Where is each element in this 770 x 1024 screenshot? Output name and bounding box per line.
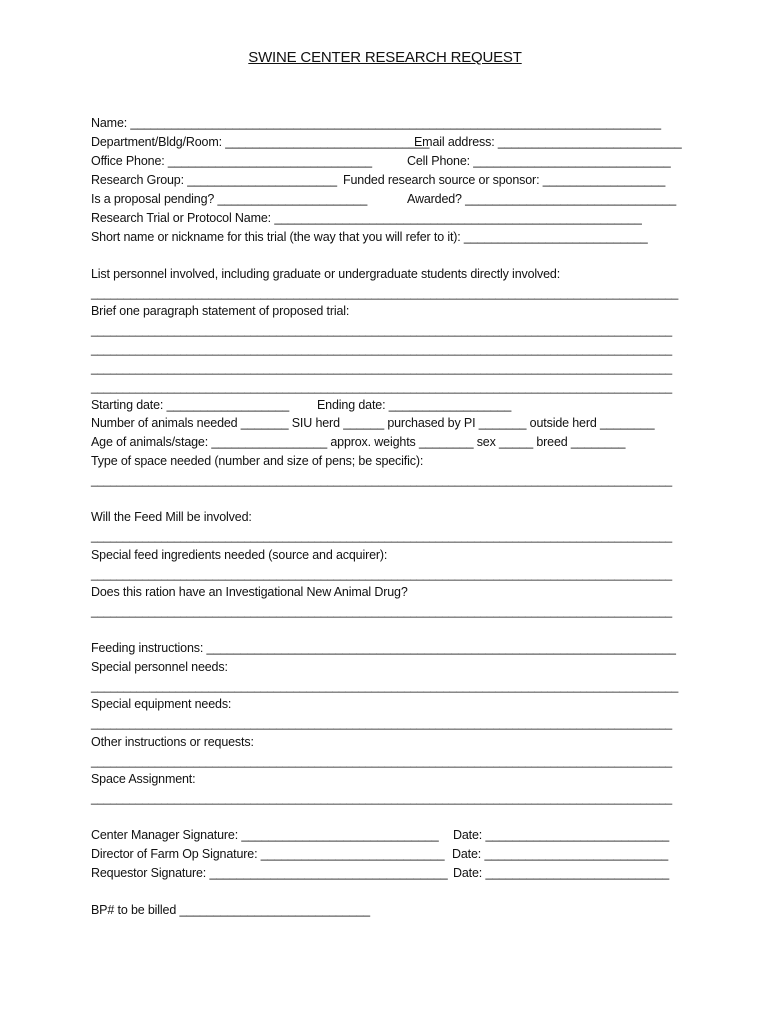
personnel-label: List personnel involved, including graduate or undergraduate students directly involved: [91, 267, 561, 281]
bp-billed-field[interactable]: BP# to be billed ____________________________ [91, 903, 370, 917]
group-row [91, 171, 691, 190]
feed-ingredients-label: Special feed ingredients needed (source and acquirer): [91, 548, 388, 562]
proposal-row [91, 190, 691, 209]
funded-source-field[interactable]: Funded research source or sponsor: __________________ [343, 173, 666, 187]
other-label: Other instructions or requests: [91, 735, 254, 749]
protocol-name-field[interactable]: Research Trial or Protocol Name: ______________________________________________________ [91, 211, 642, 225]
requestor-date-field[interactable]: Date: ___________________________ [453, 866, 670, 880]
dates-row [91, 396, 691, 415]
feed-mill-label: Will the Feed Mill be involved: [91, 510, 252, 524]
name-field[interactable]: Name: ______________________________________________________________________________ [91, 116, 661, 130]
statement-line[interactable]: ___________________________________________________________________________________________ [91, 343, 673, 356]
other-line[interactable]: ___________________________________________________________________________________________ [91, 755, 673, 768]
drug-label: Does this ration have an Investigational New Animal Drug? [91, 585, 408, 599]
statement-line[interactable]: ___________________________________________________________________________________________ [91, 381, 673, 394]
feed-ingredients-line[interactable]: ___________________________________________________________________________________________ [91, 568, 673, 581]
space-line[interactable]: ___________________________________________________________________________________________ [91, 474, 673, 487]
requestor-row [91, 864, 691, 883]
feed-mill-line[interactable]: ___________________________________________________________________________________________ [91, 530, 673, 543]
personnel-line[interactable]: __________________________________________________________________________________________ [91, 286, 679, 300]
email-field[interactable]: Email address: ___________________________ [414, 135, 682, 149]
research-group-field[interactable]: Research Group: ______________________ [91, 173, 337, 187]
office-phone-field[interactable]: Office Phone: ______________________________ [91, 154, 372, 168]
ending-date-field[interactable]: Ending date: __________________ [317, 398, 512, 412]
space-assignment-line[interactable]: ___________________________________________________________________________________________ [91, 792, 673, 805]
equipment-label: Special equipment needs: [91, 697, 232, 711]
manager-row [91, 826, 691, 845]
statement-line[interactable]: ___________________________________________________________________________________________ [91, 362, 673, 375]
personnel-needs-label: Special personnel needs: [91, 660, 228, 674]
equipment-line[interactable]: ___________________________________________________________________________________________ [91, 717, 673, 730]
proposal-pending-field[interactable]: Is a proposal pending? ______________________ [91, 192, 368, 206]
requestor-signature-field[interactable]: Requestor Signature: ___________________________________ [91, 866, 448, 880]
statement-line[interactable]: ___________________________________________________________________________________________ [91, 324, 673, 337]
page-title: SWINE CENTER RESEARCH REQUEST [248, 49, 522, 66]
dept-field[interactable]: Department/Bldg/Room: ______________________________ [91, 135, 430, 149]
age-animals-field[interactable]: Age of animals/stage: _________________ approx. weights ________ sex _____ breed ________ [91, 435, 626, 449]
drug-line[interactable]: ___________________________________________________________________________________________ [91, 605, 673, 618]
awarded-field[interactable]: Awarded? _______________________________ [407, 192, 677, 206]
director-row [91, 845, 691, 864]
short-name-field[interactable]: Short name or nickname for this trial (the way that you will refer to it): ___________________________ [91, 230, 648, 244]
starting-date-field[interactable]: Starting date: __________________ [91, 398, 290, 412]
dept-row [91, 133, 691, 152]
personnel-needs-line[interactable]: __________________________________________________________________________________________ [91, 679, 679, 693]
cell-phone-field[interactable]: Cell Phone: _____________________________ [407, 154, 671, 168]
statement-label: Brief one paragraph statement of proposed trial: [91, 304, 350, 318]
feeding-instructions-field[interactable]: Feeding instructions: _____________________________________________________________________ [91, 641, 676, 655]
number-animals-field[interactable]: Number of animals needed _______ SIU herd ______ purchased by PI _______ outside herd ________ [91, 416, 655, 430]
phone-row [91, 152, 691, 171]
space-assignment-label: Space Assignment: [91, 772, 196, 786]
manager-date-field[interactable]: Date: ___________________________ [453, 828, 670, 842]
director-signature-field[interactable]: Director of Farm Op Signature: ___________________________ [91, 847, 445, 861]
space-label: Type of space needed (number and size of pens; be specific): [91, 454, 424, 468]
director-date-field[interactable]: Date: ___________________________ [452, 847, 669, 861]
manager-signature-field[interactable]: Center Manager Signature: _____________________________ [91, 828, 439, 842]
